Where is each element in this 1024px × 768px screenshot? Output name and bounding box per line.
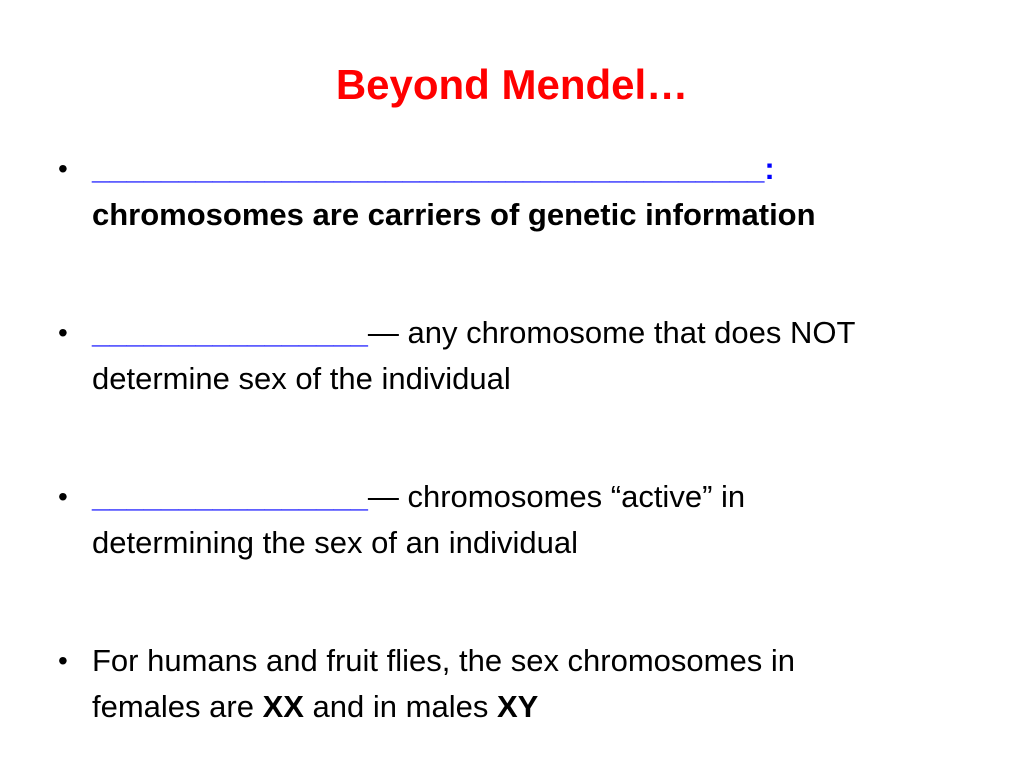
male-genotype: XY (496, 689, 539, 724)
bullet-icon: • (58, 153, 68, 184)
bullet-icon: • (58, 317, 68, 348)
bullet-chromosome-theory (58, 146, 998, 238)
bullet-text-middle: and in males (303, 689, 497, 724)
bullet-sex-chromosomes (58, 474, 998, 566)
bullet-text-prefix: females are (92, 689, 263, 724)
slide-title: Beyond Mendel… (335, 61, 689, 108)
bullet-human-fruit-fly (58, 638, 998, 730)
female-genotype: XX (262, 689, 304, 724)
bullet-icon: • (58, 481, 68, 512)
bullet-line-1: For humans and fruit flies, the sex chromosomes in (92, 643, 795, 678)
bullet-autosomes (58, 310, 998, 402)
bullet-line-2: determining the sex of an individual (92, 525, 578, 560)
bullet-icon: • (58, 645, 68, 676)
bullet-text: — chromosomes “active” in (367, 479, 746, 514)
bullet-line-2: determine sex of the individual (92, 361, 511, 396)
bullet-line-1 (92, 310, 998, 356)
bullet-line-1 (92, 146, 998, 192)
bullet-line-2: chromosomes are carriers of genetic information (92, 197, 816, 232)
bullet-line-1 (92, 474, 998, 520)
bullet-text: — any chromosome that does NOT (367, 315, 856, 350)
fill-in-blank: ________________ (92, 479, 368, 514)
bullet-list (58, 146, 998, 730)
fill-in-blank: _______________________________________: (92, 151, 775, 186)
bullet-line-2 (92, 684, 998, 730)
fill-in-blank: ________________ (92, 315, 368, 350)
